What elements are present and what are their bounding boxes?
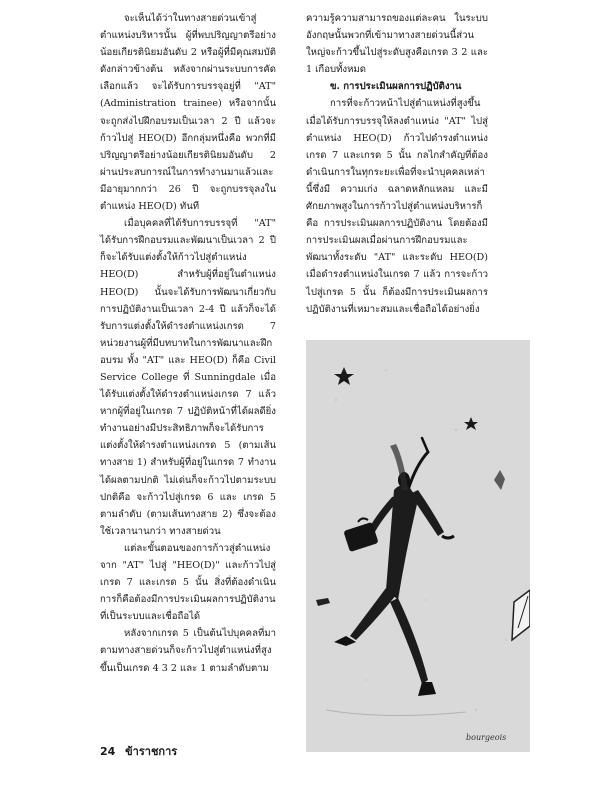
page-footer bbox=[100, 742, 183, 760]
page-number: 24 bbox=[100, 745, 116, 758]
paragraph-performance-evaluation: การที่จะก้าวหน้าไปสู่ตำแหน่งที่สูงขึ้น เมื่อได้รับการบรรจุให้ลงตำแหน่ง "AT" ไปสู่ตำแหน่ง HEO(D) ก้าวไปดำรงตำแหน่งเกรด 7 และเกรด 5 นั้น กลไกสำคัญที่ต้องดำเนินการในทุกระยะเพื่อที่จะนำบุคคลเหล่านี้ซึ่งมี ความเก่ง ฉลาดหลักแหลม และมีศักยภาพสูงในการก้าวไปสู่ตำแหน่งบริหารก็คือ การประเมินผลการปฏิบัติงาน โดยต้องมีการประเมินผลเมื่อผ่านการฝึกอบรมและพัฒนาทั้งระดับ "AT" และระดับ HEO(D) เมื่อดำรงตำแหน่งในเกรด 7 แล้ว การจะก้าวไปสู่เกรด 5 นั้น ก็ต้องมีการประเมินผลการปฏิบัติงานที่เหมาะสมและเชื่อถือได้อย่างยิ่ง bbox=[306, 98, 488, 315]
paragraph-senior-grades: ความรู้ความสามารถของแต่ละคน ในระบบอังกฤษนั้นพวกที่เข้ามาทางสายด่วนนี้ส่วนใหญ่จะก้าวขึ้นไปสู่ระดับสูงคือเกรด 3 2 และ 1 เกือบทั้งหมด bbox=[306, 13, 488, 76]
paragraph-fast-stream-entry: จะเห็นได้ว่าในทางสายด่วนเข้าสู่ตำแหน่งบริหารนั้น ผู้ที่พบปริญญาตรีอย่างน้อยเกียรตินิยมอันดับ 2 หรือผู้ที่มีคุณสมบัติดังกล่าวข้างต้น หลังจากผ่านระบบการคัดเลือกแล้ว จะได้รับการบรรจุอยู่ที่ "AT" (Administration trainee) หรือจากนั้นจะถูกส่งไปฝึกอบรมเป็นเวลา 2 ปี แล้วจะก้าวไปสู่ HEO(D) อีกกลุ่มหนึ่งคือ พวกที่มีปริญญาตรีอย่างน้อยเกียรตินิยมอันดับ 2 ผ่านประสบการณ์ในการทำงานมาแล้วและมีอายุมากกว่า 26 ปี จะถูกบรรจุลงในตำแหน่ง HEO(D) ทันที bbox=[100, 13, 276, 213]
right-text-column bbox=[306, 10, 488, 318]
publication-name: ข้าราชการ bbox=[125, 745, 178, 758]
paragraph-evaluation-steps: แต่ละขั้นตอนของการก้าวสู่ตำแหน่งจาก "AT" ไปสู่ "HEO(D)" และก้าวไปสู่เกรด 7 และเกรด 5 นั้น สิ่งที่ต้องดำเนินการก็คือต้องมีการประเมินผลการปฏิบัติงานที่เป็นระบบและเชื่อถือได้ bbox=[100, 542, 276, 623]
paragraph-at-training: เมื่อบุคคลที่ได้รับการบรรจุที่ "AT" ได้รับการฝึกอบรมและพัฒนาเป็นเวลา 2 ปี ก็จะได้รับแต่งตั้งให้ก้าวไปสู่ตำแหน่ง HEO(D) สำหรับผู้ที่อยู่ในตำแหน่ง HEO(D) นั้นจะได้รับการพัฒนาเกี่ยวกับการปฏิบัติงานเป็นเวลา 2-4 ปี แล้วก็จะได้รับการแต่งตั้งให้ดำรงตำแหน่งเกรด 7 หน่วยงานผู้ที่มีบทบาทในการพัฒนาและฝึกอบรม ทั้ง "AT" และ HEO(D) ก็คือ Civil Service College ที่ Sunningdale เมื่อได้รับแต่งตั้งให้ดำรงตำแหน่งเกรด 7 แล้ว หากผู้ที่อยู่ในเกรด 7 ปฏิบัติหน้าที่ได้ผลดียิ่ง ทำงานอย่างมีประสิทธิภาพก็จะได้รับการแต่งตั้งให้ดำรงตำแหน่งเกรด 5 (ตามเส้นทางสาย 1) สำหรับผู้ที่อยู่ในเกรด 7 ทำงานได้ผลตามปกติ ไม่เด่นก็จะก้าวไปตามระบบปกติคือ จะก้าวไปสู่เกรด 6 และ เกรด 5 ตามลำดับ (ตามเส้นทางสาย 2) ซึ่งจะต้องใช้เวลานานกว่า ทางสายด่วน bbox=[100, 218, 276, 537]
section-heading: ข. การประเมินผลการปฏิบัติงาน bbox=[330, 81, 462, 93]
illustration-drawing bbox=[306, 340, 530, 752]
paragraph-grade-progression: หลังจากเกรด 5 เป็นต้นไปบุคคลที่มาตามทางสายด่วนก็จะก้าวไปสู่ตำแหน่งที่สูงขึ้นเป็นเกรด 4 3 2 และ 1 ตามลำดับตาม bbox=[100, 628, 276, 674]
left-text-column bbox=[100, 10, 276, 677]
artist-signature: bourgeois bbox=[466, 733, 507, 742]
running-businessman-illustration bbox=[306, 340, 530, 752]
